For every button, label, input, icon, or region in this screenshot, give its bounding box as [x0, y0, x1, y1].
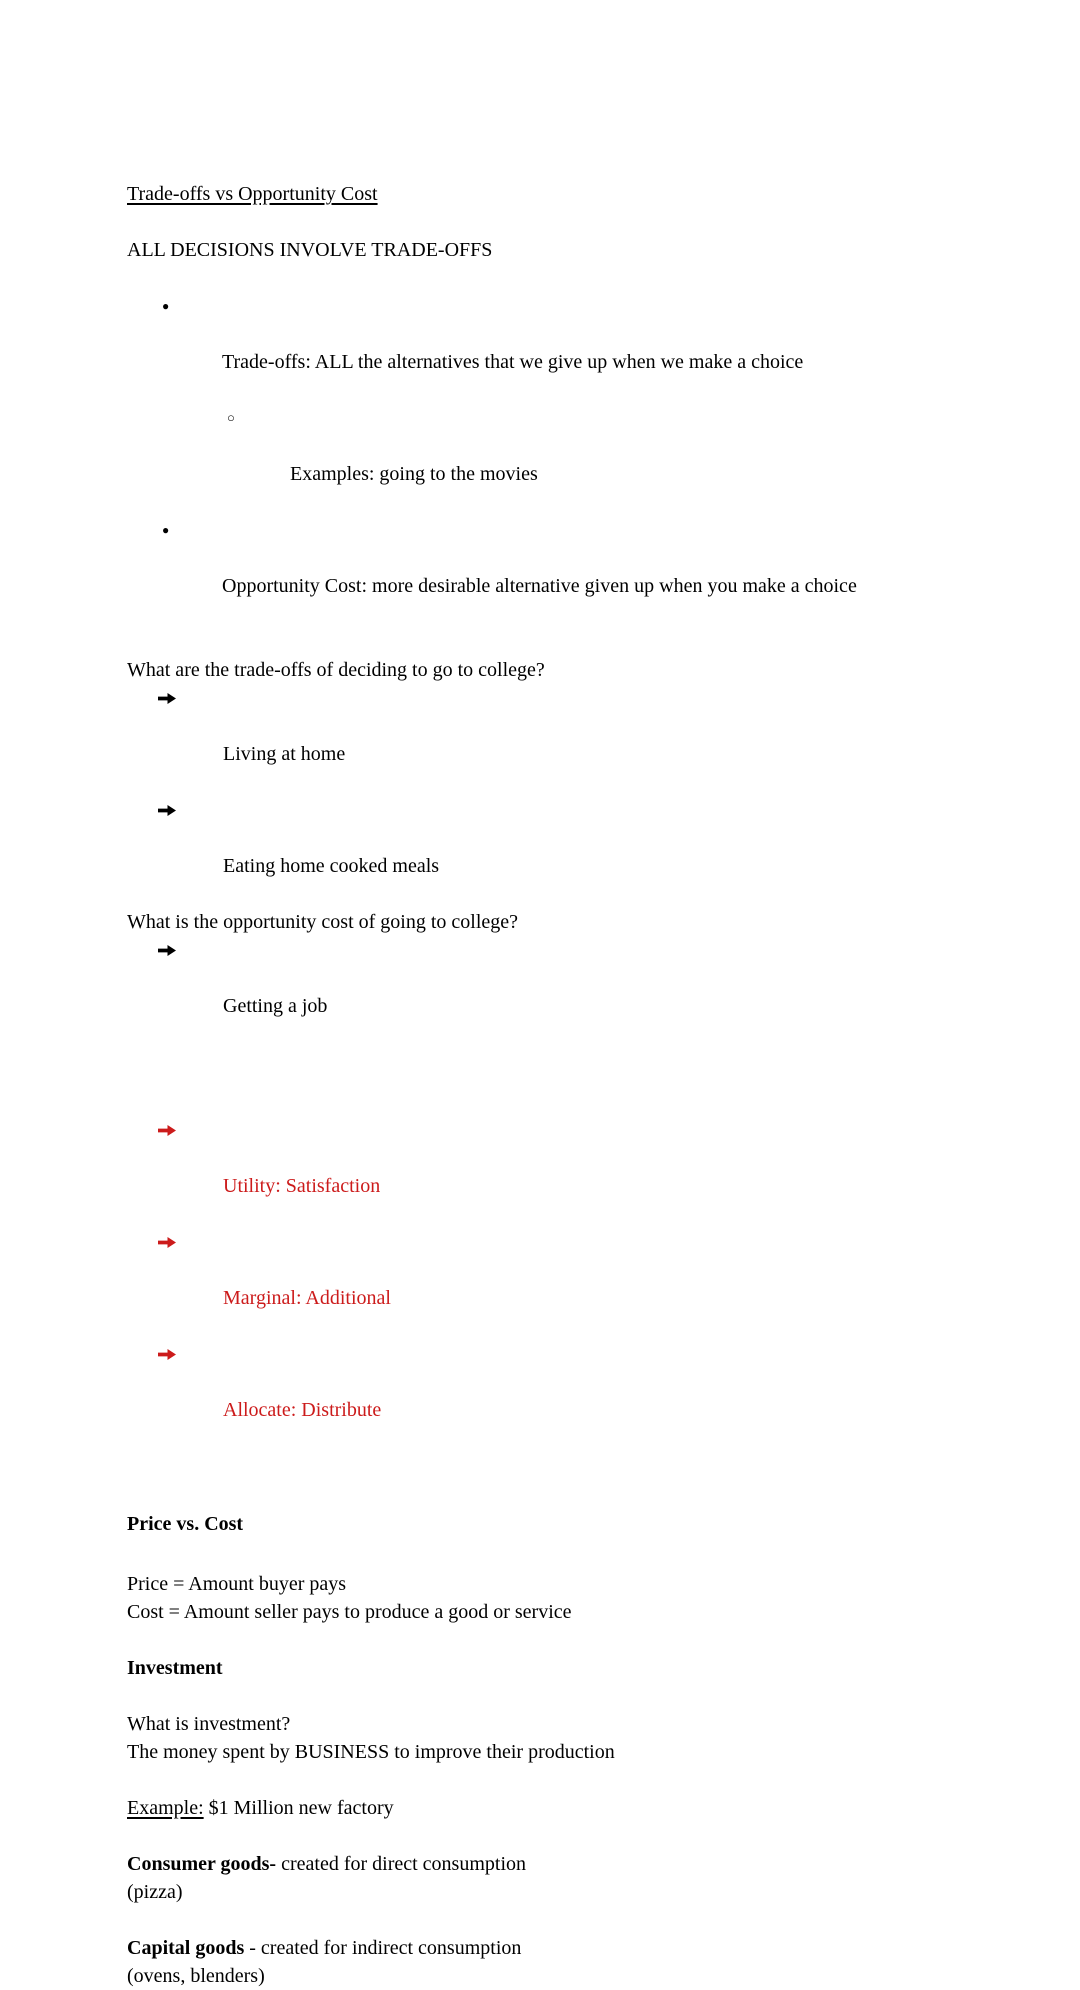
vocab-text: Utility: Satisfaction [223, 1175, 381, 1197]
statement-text: ALL DECISIONS INVOLVE TRADE-OFFS [127, 239, 493, 261]
answer-text: Getting a job [223, 995, 328, 1017]
consumer-goods-definition [127, 1850, 953, 1878]
disc-bullet-icon: ● [162, 299, 170, 313]
heading-investment [127, 1654, 953, 1682]
definition-text: created for direct consumption [276, 1853, 526, 1875]
answer-item [127, 684, 953, 796]
answer-item [127, 936, 953, 1048]
question-tradeoffs [127, 656, 953, 684]
bullet-item-opportunity-cost [127, 516, 953, 628]
circle-bullet-icon: ○ [227, 410, 235, 425]
answer-item [127, 796, 953, 908]
heading-price-vs-cost [127, 1510, 953, 1538]
definition-text: Price = Amount buyer pays [127, 1573, 347, 1595]
answer-text: The money spent by BUSINESS to improve their production [127, 1741, 615, 1763]
capital-goods-definition [127, 1934, 953, 1962]
vocab-text: Allocate: Distribute [223, 1399, 382, 1421]
arrow-right-icon [158, 1116, 176, 1144]
title-line [127, 180, 953, 208]
disc-bullet-icon: ● [162, 523, 170, 537]
example-text: (ovens, blenders) [127, 1965, 265, 1987]
bullet-text: Examples: going to the movies [290, 463, 538, 485]
vocab-text: Marginal: Additional [223, 1287, 391, 1309]
question-opportunity [127, 908, 953, 936]
cost-definition [127, 1598, 953, 1626]
question-text: What is the opportunity cost of going to college? [127, 911, 519, 933]
heading-text: Investment [127, 1657, 223, 1679]
investment-example [127, 1794, 953, 1822]
bullet-item-tradeoffs [127, 292, 953, 404]
doc-title: Trade-offs vs Opportunity Cost [127, 183, 378, 205]
arrow-right-icon [158, 684, 176, 712]
vocab-item-allocate [127, 1340, 953, 1452]
term-consumer-goods: Consumer goods- [127, 1853, 277, 1875]
question-text: What are the trade-offs of deciding to go to college? [127, 659, 545, 681]
bullet-text: Trade-offs: ALL the alternatives that we give up when we make a choice [222, 351, 804, 373]
price-definition [127, 1570, 953, 1598]
answer-text: Eating home cooked meals [223, 855, 440, 877]
capital-goods-example [127, 1962, 953, 1990]
example-label: Example: [127, 1797, 204, 1819]
question-text: What is investment? [127, 1713, 291, 1735]
arrow-right-icon [158, 1228, 176, 1256]
heading-text: Price vs. Cost [127, 1513, 244, 1535]
statement-line [127, 236, 953, 264]
bullet-text: Opportunity Cost: more desirable alternative given up when you make a choice [222, 575, 857, 597]
definition-text: - created for indirect consumption [244, 1937, 522, 1959]
arrow-right-icon [158, 796, 176, 824]
example-text: (pizza) [127, 1881, 183, 1903]
vocab-item-marginal [127, 1228, 953, 1340]
arrow-right-icon [158, 1340, 176, 1368]
arrow-right-icon [158, 936, 176, 964]
investment-answer [127, 1738, 953, 1766]
consumer-goods-example [127, 1878, 953, 1906]
definition-text: Cost = Amount seller pays to produce a good or service [127, 1601, 572, 1623]
vocab-item-utility [127, 1116, 953, 1228]
example-text: $1 Million new factory [203, 1797, 394, 1819]
term-capital-goods: Capital goods [127, 1937, 245, 1959]
investment-question [127, 1710, 953, 1738]
answer-text: Living at home [223, 743, 346, 765]
bullet-subitem-example [127, 404, 953, 516]
